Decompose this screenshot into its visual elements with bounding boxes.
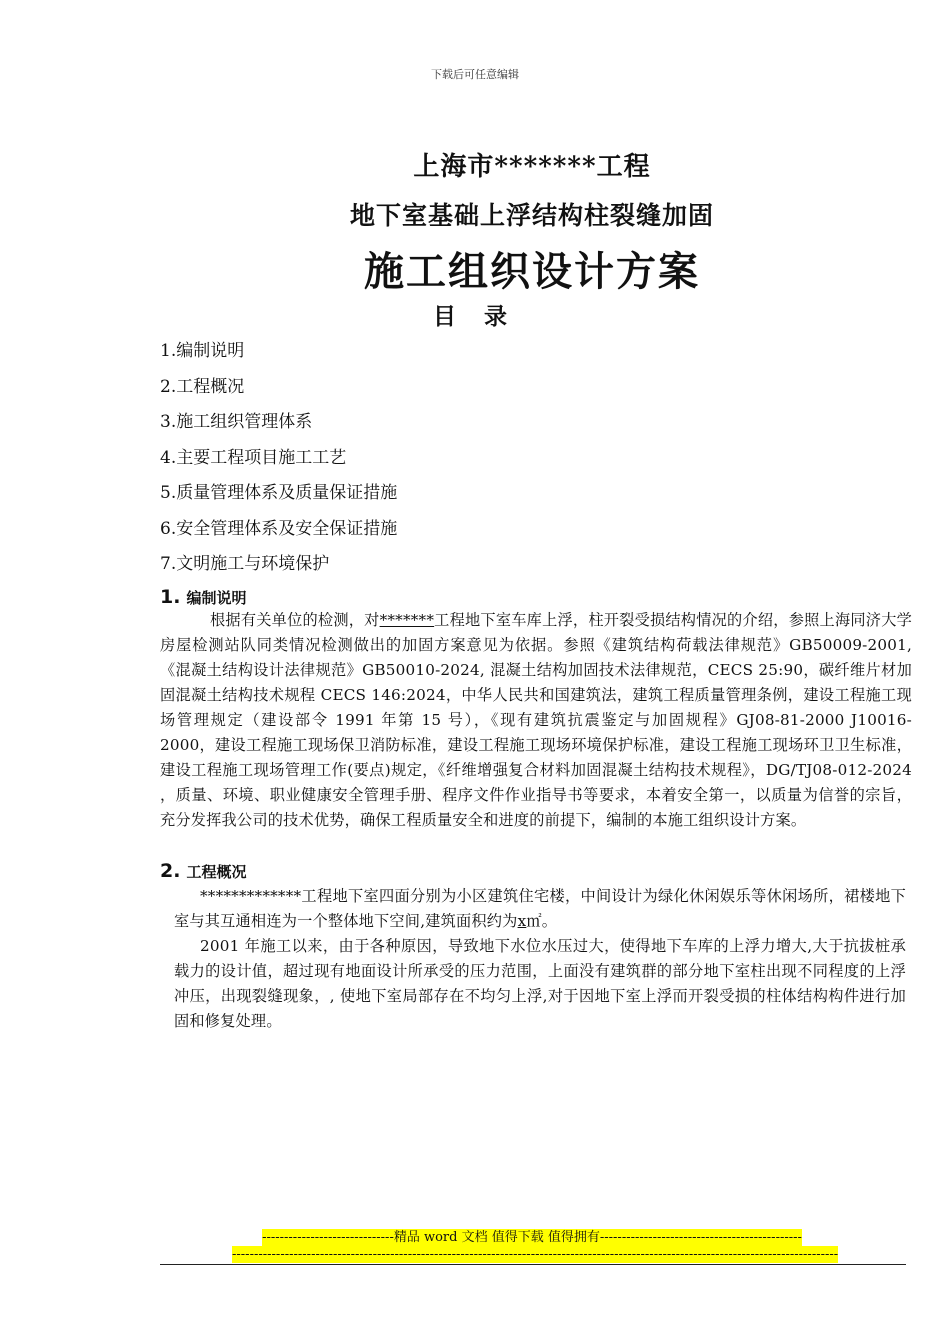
section-2-text-a: *************工程地下室四面分别为小区建筑住宅楼，中间设计为绿化休闲娱乐等休闲场所，裙楼地下室与其互通相连为一个整体地下空间,建筑面积约为 — [174, 887, 906, 930]
header-note: 下载后可任意编辑 — [431, 68, 519, 81]
section-1-paragraph — [160, 608, 912, 833]
toc-item-5: 5.质量管理体系及质量保证措施 — [160, 483, 398, 503]
toc-item-7: 7.文明施工与环境保护 — [160, 554, 330, 574]
project-title: 上海市*******工程 — [413, 152, 651, 182]
section-1-number: 1. — [160, 586, 181, 608]
table-of-contents — [160, 334, 760, 583]
toc-item-6: 6.安全管理体系及安全保证措施 — [160, 518, 398, 539]
footer-banner-line-2: ------------------------------------------------------------------------------------------------------------------------------------------ — [232, 1247, 839, 1262]
toc-item-3: 3.施工组织管理体系 — [160, 412, 313, 432]
section-1-text-b: 工程地下室车库上浮，柱开裂受损结构情况的介绍，参照上海同济大学房屋检测站队同类情况检测做出的加固方案意见为依据。参照《建筑结构荷载法律规范》GB50009-2001,《混凝土结构设计法律规范》GB50010-2024, 混凝土结构加固技术法律规范，CECS 25:90，碳纤维片材加固混凝土结构技术规程 CECS 146:2024，中华人民共和国建筑法，建筑工程质量管理条例，建设工程施工现场管理规定（建设部令 1991 年第 15 号），《现有建筑抗震鉴定与加固规程》GJ08-81-2000 J10016-2000，建设工程施工现场保卫消防标准，建设工程施工现场环境保护标准，建设工程施工现场环卫卫生标准，建设工程施工现场管理工作(要点)规定，《纤维增强复合材料加固混凝土结构技术规程》，DG/TJ08-012-2024 ，质量、环境、职业健康安全管理手册、程序文件作业指导书等要求，本着安全第一，以质量为信誉的宗旨，充分发挥我公司的技术优势，确保工程质量安全和进度的前提下，编制的本施工组织设计方案。 — [160, 611, 913, 829]
section-1-heading — [160, 586, 246, 608]
section-1-label: 编制说明 — [186, 589, 247, 607]
section-2-area-unit: ㎡。 — [526, 912, 558, 930]
section-2-paragraph-1 — [174, 884, 906, 934]
toc-item-2: 2.工程概况 — [160, 376, 245, 397]
toc-item-1: 1.编制说明 — [160, 341, 245, 361]
section-1-text-a: 根据有关单位的检测，对 — [210, 611, 380, 629]
section-2-label: 工程概况 — [186, 863, 247, 881]
footer-divider — [160, 1264, 906, 1265]
section-1-project-placeholder: ******* — [379, 611, 435, 629]
section-2-area-placeholder: x — [517, 912, 527, 930]
section-2-heading — [160, 860, 246, 882]
footer-banner-line-1: ------------------------------精品 word 文档 值得下载 值得拥有---------------------------------------------- — [262, 1230, 802, 1245]
document-title: 施工组织设计方案 — [364, 249, 700, 295]
project-subtitle: 地下室基础上浮结构柱裂缝加固 — [349, 201, 714, 230]
section-2-paragraph-2: 2001 年施工以来，由于各种原因，导致地下水位水压过大，使得地下车库的上浮力增大,大于抗拔桩承载力的设计值，超过现有地面设计所承受的压力范围，上面没有建筑群的部分地下室柱出现不同程度的上浮冲压，出现裂缝现象，, 使地下室局部存在不均匀上浮,对于因地下室上浮而开裂受损的柱体结构构件进行加固和修复处理。 — [174, 937, 906, 1030]
toc-heading: 目 录 — [432, 304, 507, 330]
section-2-number: 2. — [160, 860, 181, 882]
footer-banner — [232, 1229, 839, 1263]
toc-item-4: 4.主要工程项目施工工艺 — [160, 447, 347, 468]
